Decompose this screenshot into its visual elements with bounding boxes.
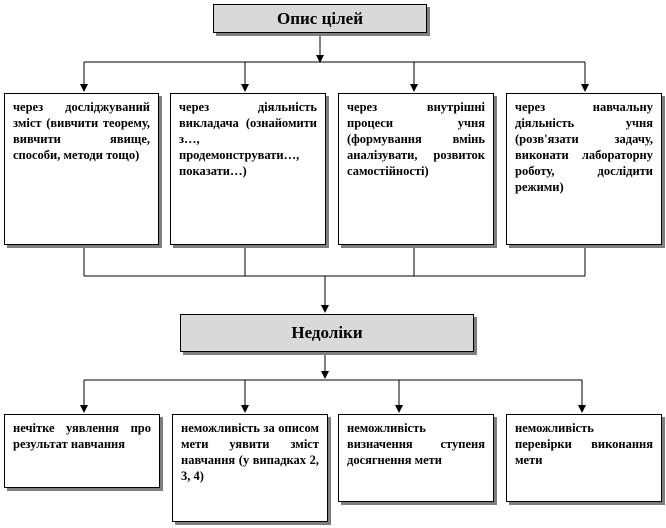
goals-description-title-text: Опис цілей: [276, 8, 363, 28]
goal-box-learning-activity-text: через навчальну діяльність учня (розв'язати задачу, виконати лабораторну роботу, дослідити режими): [515, 100, 653, 194]
goal-box-content-text: через досліджуваний зміст (вивчити теорему, вивчити явище, способи, методи тощо): [13, 100, 150, 162]
drawbacks-title: [180, 314, 474, 352]
goal-box-teacher-text: через діяльність викладача (ознайомити з…, продемонструвати…, показати…): [179, 100, 317, 178]
goals-description-title: [213, 4, 427, 33]
drawback-box-achievement-text: неможливість визначення ступеня досягнення мети: [347, 421, 485, 467]
drawback-box-verification: [506, 414, 662, 502]
drawback-box-verification-text: неможливість перевірки виконання мети: [515, 421, 653, 467]
drawbacks-title-text: Недоліки: [291, 323, 363, 342]
drawback-box-content-text: неможливість за описом мети уявити зміст навчання (у випадках 2, 3, 4): [181, 421, 319, 483]
drawback-box-unclear-result-text: нечітке уявлення про результат навчання: [13, 421, 151, 451]
goal-box-learning-activity: [506, 93, 662, 245]
goal-box-teacher: [170, 93, 326, 245]
drawback-box-content: [172, 414, 328, 522]
goal-box-content: [4, 93, 159, 245]
goal-box-internal-processes-text: через внутрішні процеси учня (формування вмінь аналізувати, розвиток самостійності): [347, 100, 485, 178]
goal-box-internal-processes: [338, 93, 494, 245]
drawback-box-achievement: [338, 414, 494, 502]
drawback-box-unclear-result: [4, 414, 160, 488]
